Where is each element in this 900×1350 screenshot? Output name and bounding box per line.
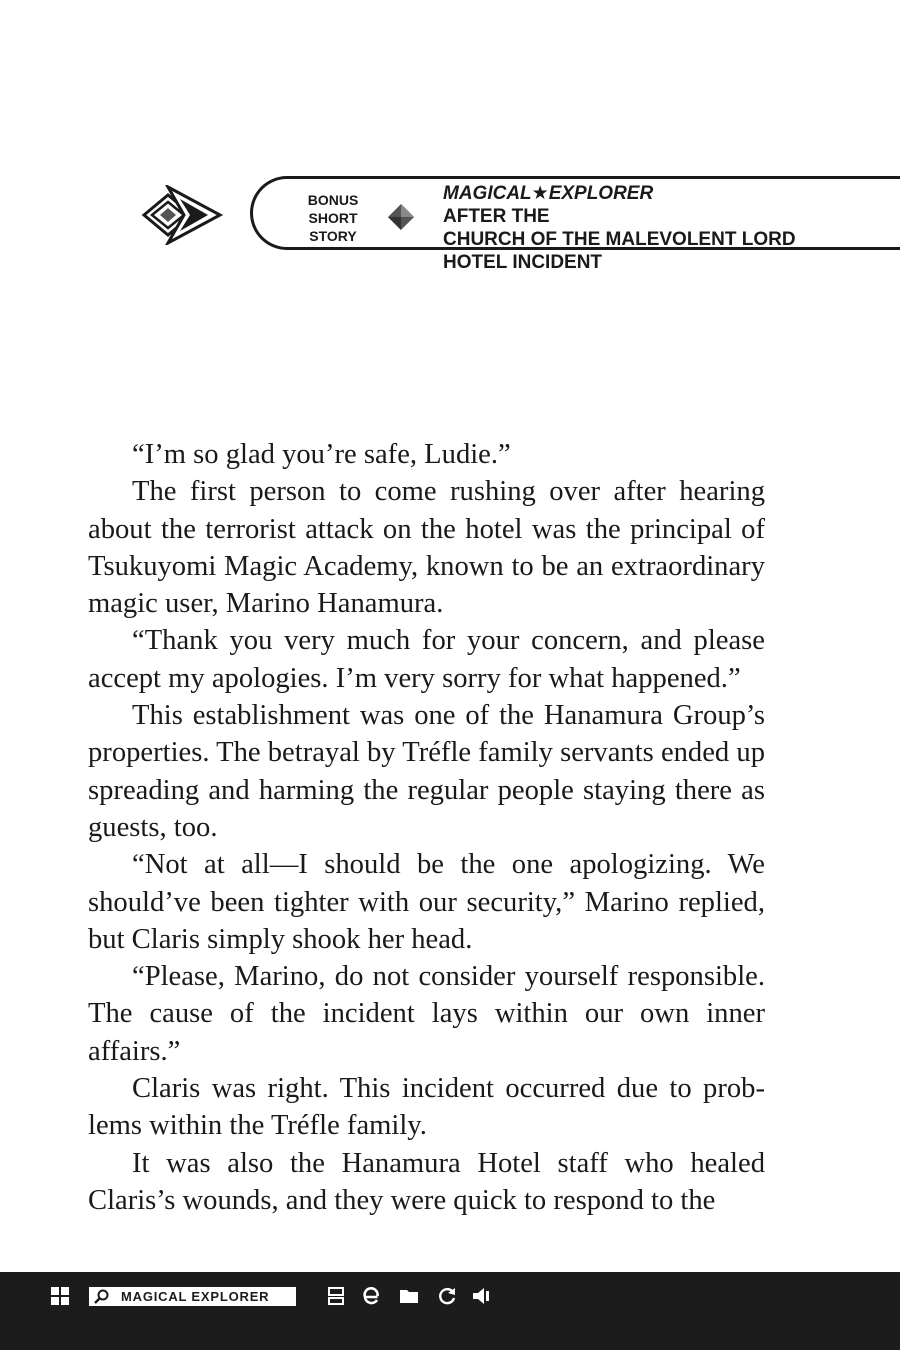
bonus-short-story-label [307, 191, 359, 245]
paragraph: Claris was right. This incident occurred due to problems within the Tréfle family. [88, 1073, 765, 1142]
label-line: STORY [309, 228, 357, 244]
taskbar-search-box[interactable] [89, 1287, 296, 1306]
paragraph: “Thank you very much for your concern, and please accept my apologies. I’m very sorry for what happened.” [88, 625, 765, 694]
edge-browser-icon[interactable] [360, 1285, 382, 1307]
diamond-separator-icon [387, 203, 415, 231]
paragraph: It was also the Hanamura Hotel staff who healed Claris’s wounds, and they were quick to respond to the [88, 1147, 765, 1216]
volume-icon[interactable] [470, 1285, 492, 1307]
folder-icon[interactable] [398, 1285, 420, 1307]
chapter-title-line-1 [443, 182, 863, 228]
series-name: MAGICAL★EXPLORER [443, 183, 654, 204]
search-icon [93, 1289, 111, 1304]
chapter-title-line-3: HOTEL INCIDENT [443, 252, 603, 273]
search-query-text: MAGICAL EXPLORER [121, 1289, 270, 1304]
refresh-icon[interactable] [436, 1285, 458, 1307]
chapter-title [443, 182, 863, 274]
task-view-icon[interactable] [325, 1285, 347, 1307]
label-line: BONUS [307, 192, 359, 208]
label-line: SHORT [308, 210, 358, 226]
paragraph: This establishment was one of the Hanamura Group’s properties. The betrayal by Tréfle family servants ended up spreading and harming the regular people staying there as guests, too. [88, 700, 765, 843]
taskbar [0, 1272, 900, 1350]
paragraph: “Please, Marino, do not consider yourself responsible. The cause of the incident lays within our own inner affairs.” [88, 961, 765, 1067]
ornament-emblem-icon [140, 185, 224, 245]
paragraph: “I’m so glad you’re safe, Ludie.” [132, 439, 511, 470]
chapter-title-line-2: CHURCH OF THE MALEVOLENT LORD [443, 229, 796, 250]
story-body [88, 436, 765, 1219]
story-header-banner [250, 176, 900, 273]
paragraph: “Not at all—I should be the one apologizing. We should’ve been tighter with our security,” Marino replied, but Claris simply shook her head. [88, 849, 765, 955]
windows-start-icon[interactable] [50, 1286, 70, 1306]
title-fragment: AFTER THE [443, 206, 550, 227]
paragraph: The first person to come rushing over after hearing about the terrorist attack on the hotel was the principal of Tsukuyomi Magic Academy, known to be an extraordinary magic user, Marino Hanamura. [88, 476, 765, 620]
